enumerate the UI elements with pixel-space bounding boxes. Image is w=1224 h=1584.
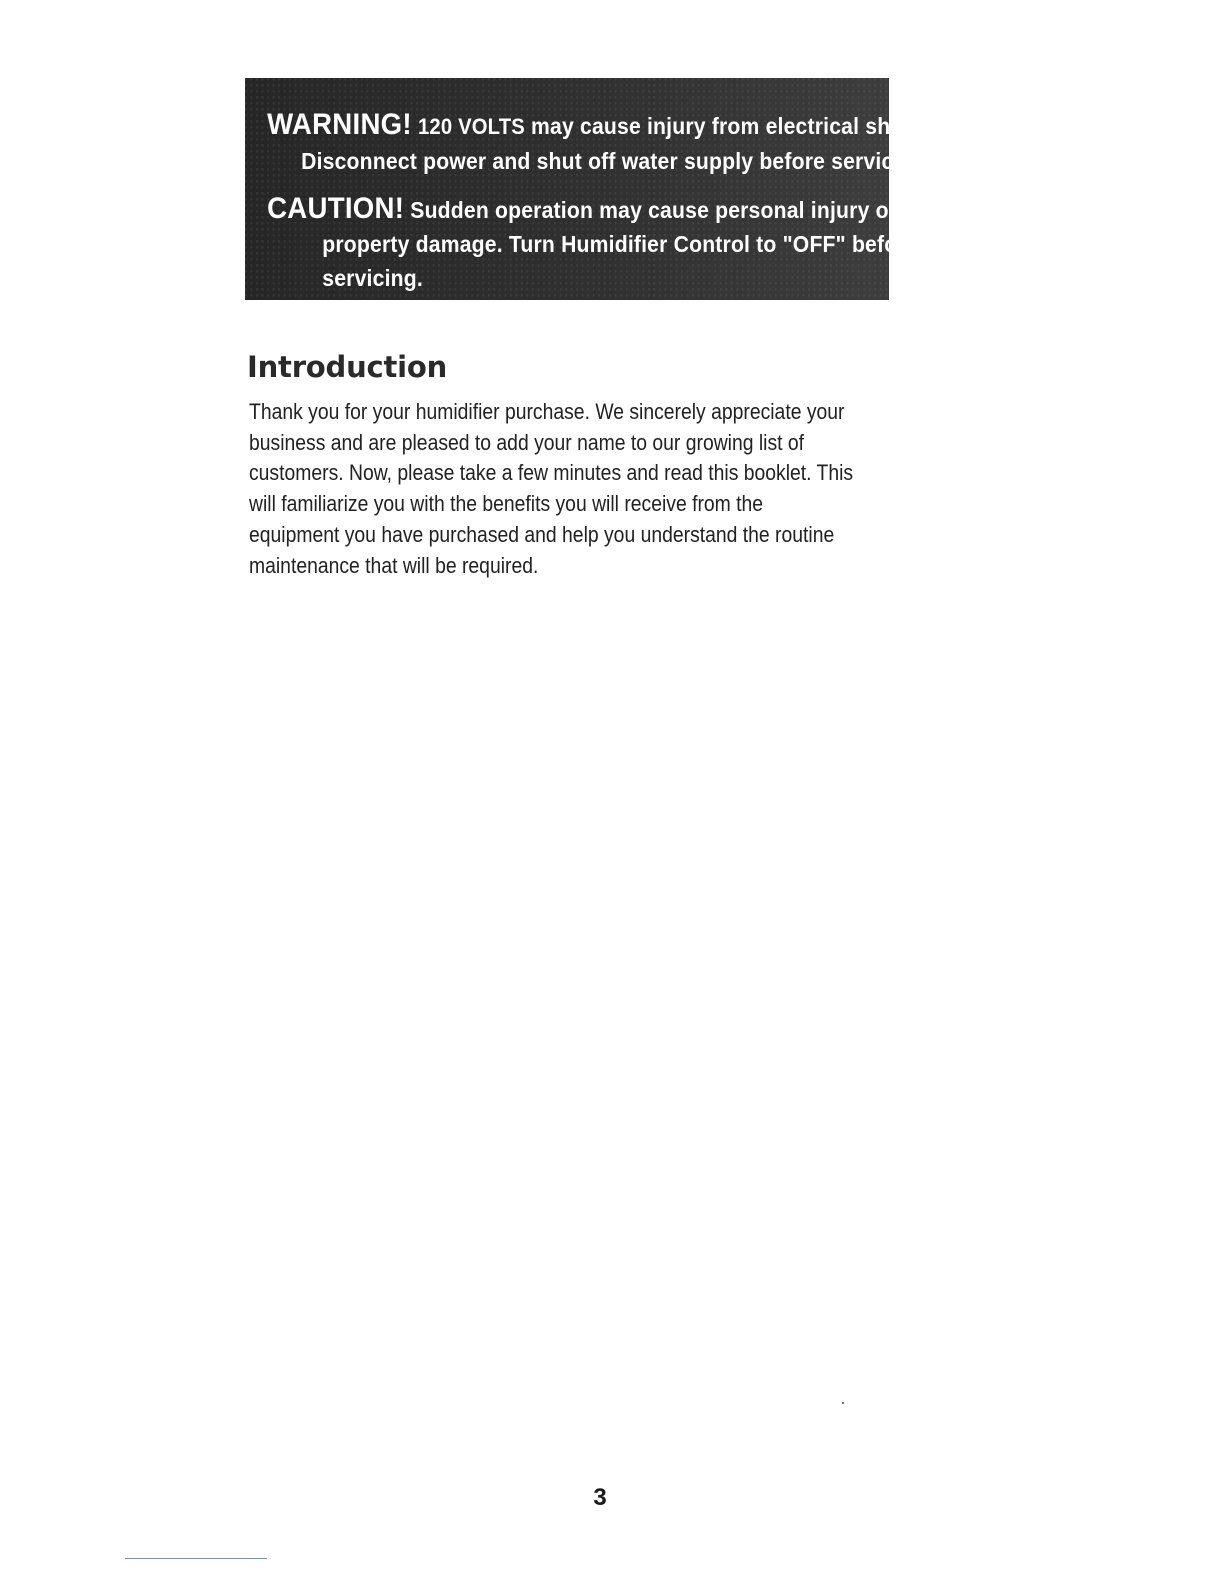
introduction-line: business and are pleased to add your name to our growing list of [249, 429, 805, 455]
page-number: 3 [593, 1484, 607, 1511]
introduction-line: maintenance that will be required. [249, 552, 539, 578]
introduction-line: customers. Now, please take a few minutes and read this booklet. This [249, 460, 854, 486]
section-title-introduction: Introduction [247, 350, 448, 384]
scan-speck [842, 1402, 844, 1404]
footnote-rule [125, 1558, 267, 1559]
introduction-line: equipment you have purchased and help you understand the routine [249, 521, 835, 547]
warning-line-1 [267, 108, 934, 144]
caution-label: CAUTION! [267, 192, 405, 225]
introduction-line: Thank you for your humidifier purchase. We sincerely appreciate your [249, 399, 845, 424]
warning-line-2: Disconnect power and shut off water supply before servicing. [301, 148, 932, 174]
warning-label: WARNING! [267, 108, 412, 141]
caution-line-1 [267, 192, 898, 227]
warning-box [245, 78, 934, 300]
caution-line-1-text: Sudden operation may cause personal injury or [404, 197, 898, 223]
caution-line-3: servicing. [322, 265, 423, 291]
introduction-paragraph [249, 397, 903, 581]
warning-volts: 120 VOLTS [417, 114, 525, 139]
introduction-line: will familiarize you with the benefits you will receive from the [249, 491, 764, 517]
caution-line-2: property damage. Turn Humidifier Control to "OFF" before [322, 231, 918, 257]
warning-line-1-text: may cause injury from electrical shock. [524, 113, 934, 139]
